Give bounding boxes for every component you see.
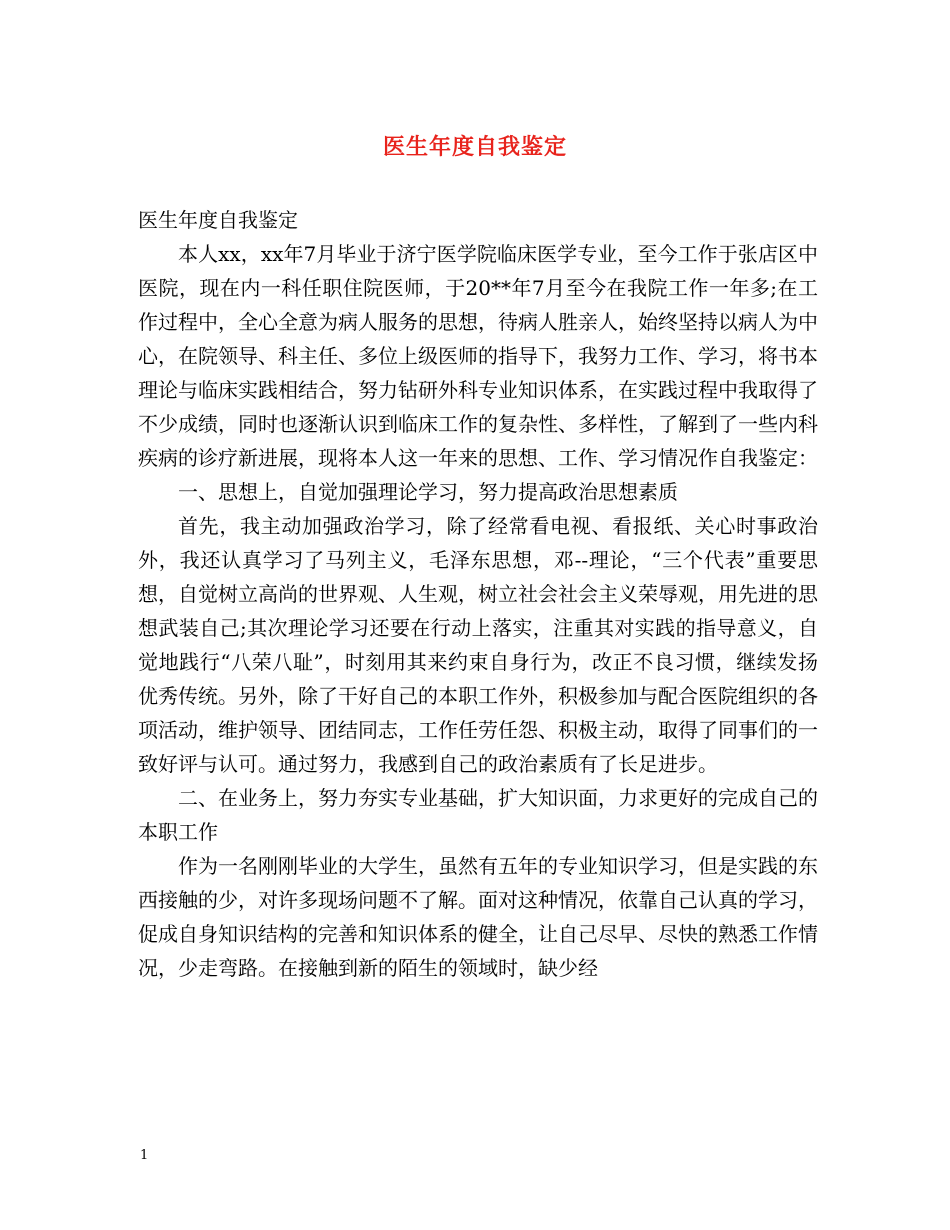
document-title: 医生年度自我鉴定	[382, 134, 567, 160]
page-number: 1	[140, 1148, 149, 1163]
document-body	[138, 203, 818, 985]
paragraph-intro: 本人xx，xx年7月毕业于济宁医学院临床医学专业，至今工作于张店区中医院，现在内一科任职住院医师，于20**年7月至今在我院工作一年多;在工作过程中，全心全意为病人服务的思想，待病人胜亲人，始终坚持以病人为中心，在院领导、科主任、多位上级医师的指导下，我努力工作、学习，将书本理论与临床实践相结合，努力钻研外科专业知识体系，在实践过程中我取得了不少成绩，同时也逐渐认识到临床工作的复杂性、多样性，了解到了一些内科疾病的诊疗新进展，现将本人这一年来的思想、工作、学习情况作自我鉴定：	[138, 242, 818, 470]
section-heading-professional: 二、在业务上，努力夯实专业基础，扩大知识面，力求更好的完成自己的本职工作	[138, 786, 818, 844]
section-heading-ideology: 一、思想上，自觉加强理论学习，努力提高政治思想素质	[178, 480, 678, 504]
paragraph-professional: 作为一名刚刚毕业的大学生，虽然有五年的专业知识学习，但是实践的东西接触的少，对许多现场问题不了解。面对这种情况，依靠自己认真的学习，促成自身知识结构的完善和知识体系的健全，让自己尽早、尽快的熟悉工作情况，少走弯路。在接触到新的陌生的领域时，缺少经	[138, 854, 818, 980]
paragraph-ideology: 首先，我主动加强政治学习，除了经常看电视、看报纸、关心时事政治外，我还认真学习了马列主义，毛泽东思想，邓--理论，“三个代表”重要思想，自觉树立高尚的世界观、人生观，树立社会社会主义荣辱观，用先进的思想武装自己;其次理论学习还要在行动上落实，注重其对实践的指导意义，自觉地践行“八荣八耻”，时刻用其来约束自身行为，改正不良习惯，继续发扬优秀传统。另外，除了干好自己的本职工作外，积极参加与配合医院组织的各项活动，维护领导、团结同志，工作任劳任怨、积极主动，取得了同事们的一致好评与认可。通过努力，我感到自己的政治素质有了长足进步。	[138, 514, 818, 776]
paragraph-heading: 医生年度自我鉴定	[138, 208, 298, 232]
